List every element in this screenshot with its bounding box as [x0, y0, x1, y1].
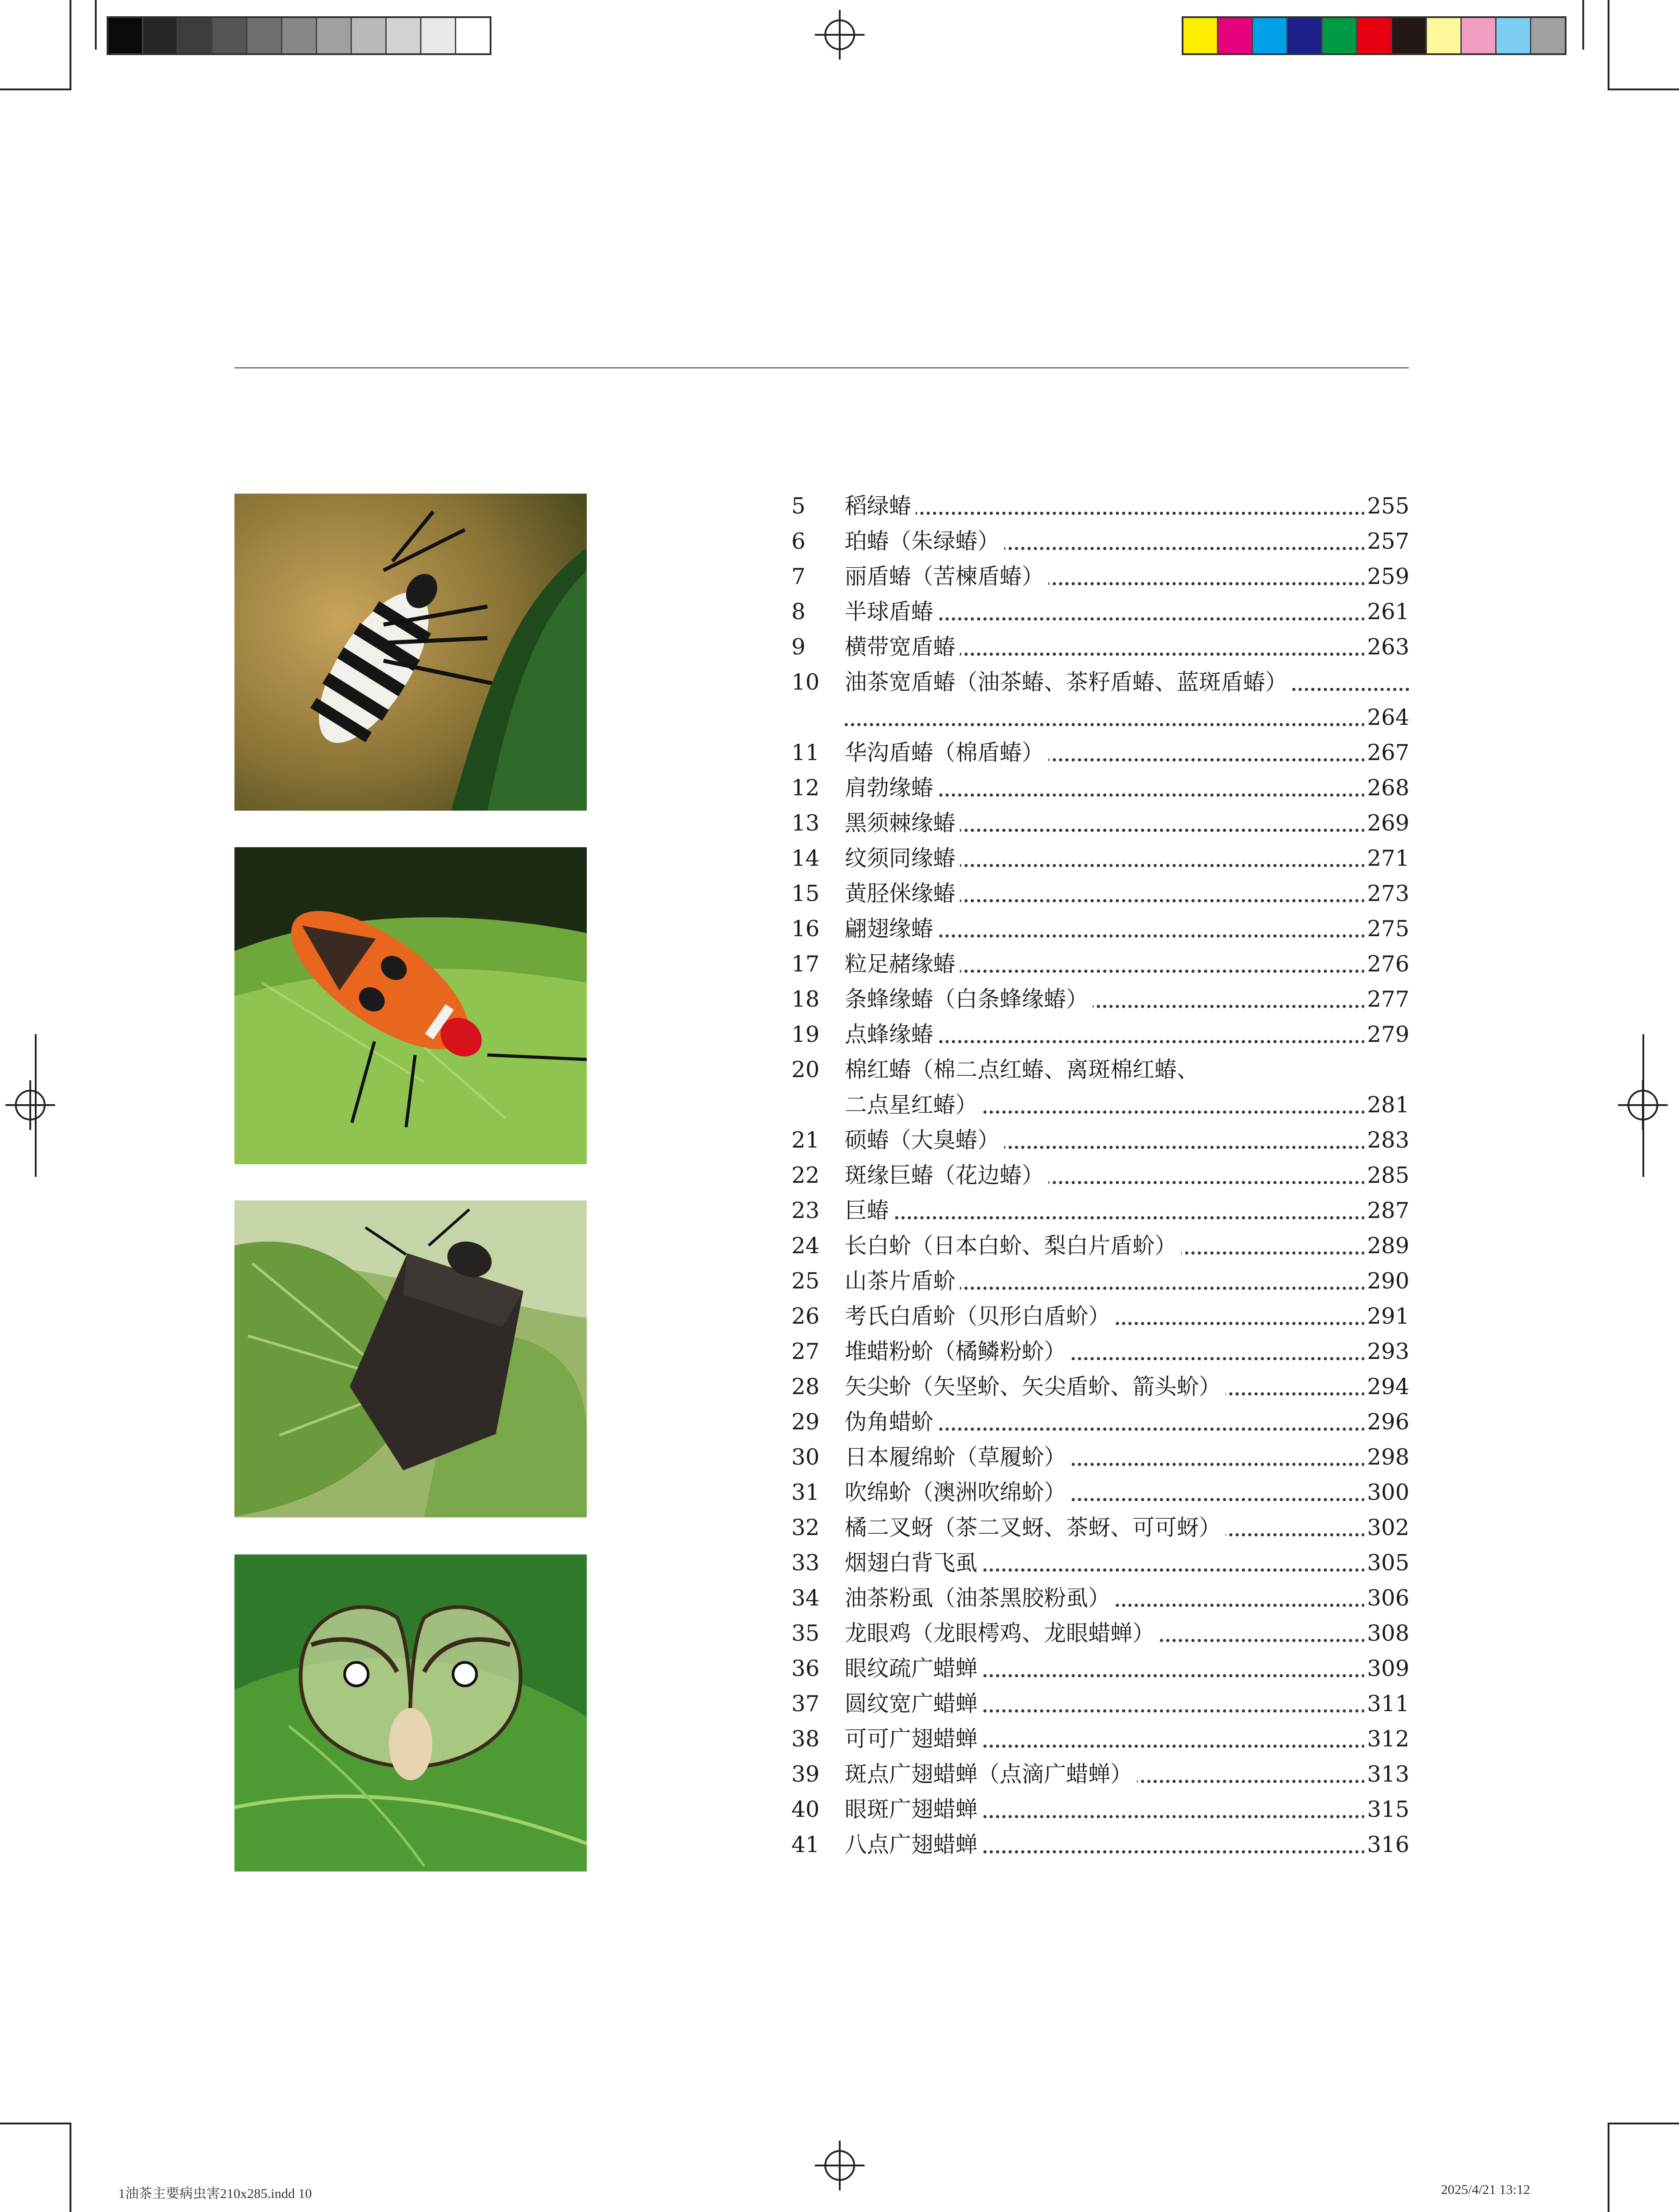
- toc-entry[interactable]: [791, 1545, 1409, 1581]
- toc-entry-title: 粒足赭缘蝽: [845, 947, 960, 982]
- toc-entry-page: 283: [1364, 1123, 1409, 1158]
- toc-entry-page: 305: [1364, 1545, 1409, 1581]
- crop-mark-top-right-v2: [1582, 0, 1584, 50]
- toc-entry[interactable]: [791, 947, 1409, 982]
- toc-entry-number: 38: [791, 1726, 820, 1752]
- toc-entry[interactable]: [791, 911, 1409, 947]
- toc-entry-title: 黄胫侎缘蝽: [845, 876, 960, 911]
- toc-entry-number: 27: [791, 1339, 820, 1364]
- toc-entry-page: 315: [1364, 1792, 1409, 1827]
- toc-entry-number: 30: [791, 1444, 820, 1470]
- process-color-swatch: [1183, 18, 1218, 53]
- toc-entry[interactable]: [791, 559, 1409, 594]
- process-color-swatch: [1323, 18, 1357, 53]
- toc-entry-title: 黑须棘缘蝽: [845, 806, 960, 841]
- toc-entry[interactable]: [791, 982, 1409, 1017]
- toc-dot-leader: [845, 512, 1409, 515]
- toc-entry-page: 313: [1364, 1757, 1409, 1792]
- toc-entry-title: 硕蝽（大臭蝽）: [845, 1123, 1004, 1158]
- gray-swatch: [143, 18, 178, 53]
- toc-entry[interactable]: [791, 1827, 1409, 1862]
- toc-entry-page: 300: [1364, 1475, 1409, 1510]
- toc-entry[interactable]: [791, 630, 1409, 665]
- crop-mark-top-left-h: [0, 89, 71, 90]
- toc-entry-number: 29: [791, 1409, 820, 1435]
- toc-entry-page: 261: [1364, 594, 1409, 630]
- gray-swatch: [108, 18, 143, 53]
- toc-entry-title: 横带宽盾蝽: [845, 630, 960, 665]
- toc-entry[interactable]: [791, 1158, 1409, 1193]
- process-color-swatch: [1253, 18, 1288, 53]
- gray-swatch: [387, 18, 421, 53]
- gray-swatch: [213, 18, 248, 53]
- toc-entry-number: 7: [791, 564, 806, 589]
- photo-red-cotton-bug: [234, 847, 587, 1164]
- toc-entry-page: 277: [1364, 982, 1409, 1017]
- gray-swatch: [456, 18, 490, 53]
- toc-entry-title: 山茶片盾蚧: [845, 1264, 960, 1299]
- toc-entry-page: 308: [1364, 1616, 1409, 1651]
- crop-mark-top-left-v2: [95, 0, 97, 50]
- toc-entry-title: 巨蝽: [845, 1193, 893, 1228]
- toc-entry-title: 日本履绵蚧（草履蚧）: [845, 1440, 1071, 1475]
- toc-entry[interactable]: [791, 841, 1409, 876]
- toc-entry-page: 293: [1364, 1334, 1409, 1369]
- toc-entry[interactable]: [791, 1510, 1409, 1545]
- toc-entry-title: 堆蜡粉蚧（橘鳞粉蚧）: [845, 1334, 1071, 1369]
- toc-entry-title: 橘二叉蚜（茶二叉蚜、茶蚜、可可蚜）: [845, 1510, 1225, 1545]
- crop-mark-bottom-right-v: [1608, 2123, 1609, 2212]
- toc-entry[interactable]: [791, 1052, 1409, 1087]
- toc-entry-title: 吹绵蚧（澳洲吹绵蚧）: [845, 1475, 1071, 1510]
- gray-swatch: [421, 18, 456, 53]
- toc-entry-title: 翩翅缘蝽: [845, 911, 938, 947]
- toc-entry-page: 276: [1364, 947, 1409, 982]
- toc-entry[interactable]: [791, 1369, 1409, 1405]
- toc-entry-title: 纹须同缘蝽: [845, 841, 960, 876]
- toc-entry-page: 302: [1364, 1510, 1409, 1545]
- toc-entry-number: 33: [791, 1550, 820, 1576]
- toc-entry-number: 41: [791, 1832, 820, 1857]
- toc-entry-title: 长白蚧（日本白蚧、梨白片盾蚧）: [845, 1228, 1181, 1264]
- toc-entry[interactable]: [791, 665, 1409, 700]
- toc-entry-page: 259: [1364, 559, 1409, 594]
- toc-entry-number: 37: [791, 1691, 820, 1717]
- toc-entry[interactable]: [791, 770, 1409, 806]
- toc-entry-number: 31: [791, 1479, 820, 1505]
- registration-tick-left: [35, 1034, 37, 1177]
- toc-entry-number: 18: [791, 986, 820, 1012]
- toc-entry[interactable]: [791, 1123, 1409, 1158]
- toc-entry-page: 296: [1364, 1405, 1409, 1440]
- toc-entry-title: 点蜂缘蝽: [845, 1017, 938, 1052]
- toc-entry[interactable]: [791, 700, 1409, 735]
- crop-mark-bottom-right-h: [1608, 2123, 1679, 2124]
- toc-entry-number: 16: [791, 916, 820, 942]
- gray-swatch: [282, 18, 317, 53]
- toc-entry-title: 考氏白盾蚧（贝形白盾蚧）: [845, 1299, 1115, 1334]
- toc-entry-title: 龙眼鸡（龙眼樗鸡、龙眼蜡蝉）: [845, 1616, 1159, 1651]
- toc-entry-page: 290: [1364, 1264, 1409, 1299]
- toc-entry[interactable]: [791, 1334, 1409, 1369]
- toc-entry-number: 24: [791, 1233, 820, 1259]
- toc-dot-leader: [845, 723, 1409, 726]
- toc-entry[interactable]: [791, 1686, 1409, 1722]
- crop-mark-bottom-left-v: [70, 2123, 71, 2212]
- toc-entry-number: 17: [791, 951, 820, 977]
- toc-entry-title: 稻绿蝽: [845, 489, 916, 524]
- toc-entry[interactable]: [791, 1440, 1409, 1475]
- toc-entry-page: 257: [1364, 524, 1409, 559]
- toc-entry-title: 华沟盾蝽（棉盾蝽）: [845, 735, 1048, 770]
- toc-entry-page: 311: [1364, 1686, 1409, 1722]
- toc-entry[interactable]: [791, 1475, 1409, 1510]
- process-color-swatch: [1531, 18, 1565, 53]
- toc-entry-title: 半球盾蝽: [845, 594, 938, 630]
- toc-entry-title: 八点广翅蜡蝉: [845, 1827, 982, 1862]
- process-color-swatch: [1497, 18, 1531, 53]
- toc-dot-leader: [845, 1216, 1409, 1219]
- process-color-swatch: [1288, 18, 1323, 53]
- toc-entry-page: 298: [1364, 1440, 1409, 1475]
- toc-entry[interactable]: [791, 1581, 1409, 1616]
- footer-datetime: 2025/4/21 13:12: [1441, 2182, 1530, 2197]
- toc-entry-number: 6: [791, 528, 806, 554]
- toc-entry-number: 34: [791, 1585, 820, 1611]
- toc-entry[interactable]: [791, 806, 1409, 841]
- toc-entry[interactable]: [791, 594, 1409, 630]
- toc-entry-title: 矢尖蚧（矢坚蚧、矢尖盾蚧、箭头蚧）: [845, 1369, 1225, 1405]
- process-color-swatch: [1218, 18, 1253, 53]
- toc-entry-number: 39: [791, 1761, 820, 1787]
- toc-entry-page: 309: [1364, 1651, 1409, 1686]
- toc-entry[interactable]: [791, 1087, 1409, 1123]
- toc-entry-number: 22: [791, 1162, 820, 1188]
- toc-entry[interactable]: [791, 489, 1409, 524]
- toc-entry[interactable]: [791, 1651, 1409, 1686]
- toc-entry[interactable]: [791, 1405, 1409, 1440]
- toc-entry[interactable]: [791, 1299, 1409, 1334]
- header-rule: [234, 367, 1409, 369]
- toc-entry-number: 8: [791, 599, 806, 625]
- toc-entry-title: 条蜂缘蝽（白条蜂缘蝽）: [845, 982, 1093, 1017]
- gray-swatch: [178, 18, 213, 53]
- toc-entry-page: 294: [1364, 1369, 1409, 1405]
- toc-entry-title: 珀蝽（朱绿蝽）: [845, 524, 1004, 559]
- toc-entry-page: 316: [1364, 1827, 1409, 1862]
- toc-entry-page: 273: [1364, 876, 1409, 911]
- toc-entry-number: 9: [791, 634, 806, 660]
- toc-entry-title: 眼斑广翅蜡蝉: [845, 1792, 982, 1827]
- toc-entry[interactable]: [791, 1757, 1409, 1792]
- registration-tick-right: [1642, 1034, 1644, 1177]
- toc-entry[interactable]: [791, 1193, 1409, 1228]
- toc-entry-title: 棉红蝽（棉二点红蝽、离斑棉红蝽、: [845, 1052, 1203, 1087]
- toc-entry-page: 268: [1364, 770, 1409, 806]
- toc-entry-title: 油茶粉虱（油茶黑胶粉虱）: [845, 1581, 1115, 1616]
- toc-entry-title: 烟翅白背飞虱: [845, 1545, 982, 1581]
- toc-entry-number: 19: [791, 1022, 820, 1047]
- toc-entry-page: 281: [1364, 1087, 1409, 1123]
- toc-entry-number: 11: [791, 740, 820, 765]
- toc-entry-title: 伪角蜡蚧: [845, 1405, 938, 1440]
- toc-entry-number: 32: [791, 1515, 820, 1540]
- toc-entry-number: 23: [791, 1198, 820, 1223]
- crop-mark-top-right-h: [1608, 89, 1679, 90]
- process-color-swatch: [1427, 18, 1462, 53]
- toc-entry-title: 可可广翅蜡蝉: [845, 1722, 982, 1757]
- toc-entry[interactable]: [791, 1017, 1409, 1052]
- toc-entry-number: 14: [791, 845, 820, 871]
- grayscale-color-bar: [107, 16, 491, 55]
- toc-entry-page: 271: [1364, 841, 1409, 876]
- toc-entry-title: 斑点广翅蜡蝉（点滴广蜡蝉）: [845, 1757, 1137, 1792]
- toc-entry-page: 289: [1364, 1228, 1409, 1264]
- toc-entry[interactable]: [791, 1792, 1409, 1827]
- process-color-bar: [1182, 16, 1567, 55]
- toc-entry-title: 丽盾蝽（苦楝盾蝽）: [845, 559, 1048, 594]
- toc-entry-number: 28: [791, 1374, 820, 1400]
- toc-entry-number: 36: [791, 1656, 820, 1681]
- toc-entry-page: 263: [1364, 630, 1409, 665]
- process-color-swatch: [1357, 18, 1392, 53]
- toc-entry-number: 15: [791, 881, 820, 906]
- toc-entry-page: 269: [1364, 806, 1409, 841]
- toc-entry[interactable]: [791, 876, 1409, 911]
- toc-entry-number: 5: [791, 493, 806, 519]
- toc-entry-title: 二点星红蝽）: [845, 1087, 982, 1123]
- crop-mark-top-right-v: [1608, 0, 1609, 90]
- crop-mark-top-left-v: [70, 0, 71, 90]
- gray-swatch: [352, 18, 387, 53]
- toc-entry-page: 285: [1364, 1158, 1409, 1193]
- toc-entry-number: 10: [791, 669, 820, 695]
- toc-entry-number: 12: [791, 775, 820, 801]
- toc-entry[interactable]: [791, 1722, 1409, 1757]
- footer-file-name: 1油茶主要病虫害210x285.indd 10: [118, 2186, 312, 2201]
- registration-mark-bottom: [815, 2141, 865, 2190]
- toc-entry-title: 油茶宽盾蝽（油茶蝽、茶籽盾蝽、蓝斑盾蝽）: [845, 665, 1292, 700]
- toc-entry-number: 21: [791, 1127, 820, 1153]
- toc-entry-number: 20: [791, 1057, 820, 1083]
- registration-mark-top: [815, 10, 865, 60]
- process-color-swatch: [1462, 18, 1497, 53]
- process-color-swatch: [1392, 18, 1427, 53]
- toc-entry[interactable]: [791, 1228, 1409, 1264]
- gray-swatch: [317, 18, 352, 53]
- crop-mark-bottom-left-h: [0, 2123, 71, 2124]
- table-of-contents: [791, 489, 1409, 1862]
- toc-entry-title: 斑缘巨蝽（花边蝽）: [845, 1158, 1048, 1193]
- toc-entry-page: 255: [1364, 489, 1409, 524]
- photo-giant-bug-on-leaf: [234, 1200, 587, 1517]
- toc-entry-page: 306: [1364, 1581, 1409, 1616]
- toc-entry[interactable]: [791, 1264, 1409, 1299]
- toc-entry-number: 40: [791, 1797, 820, 1822]
- toc-entry-page: 275: [1364, 911, 1409, 947]
- toc-entry-page: 279: [1364, 1017, 1409, 1052]
- toc-entry[interactable]: [791, 524, 1409, 559]
- toc-entry-page: 312: [1364, 1722, 1409, 1757]
- toc-entry-page: 264: [1364, 700, 1409, 735]
- toc-entry-number: 26: [791, 1303, 820, 1329]
- toc-entry-number: 13: [791, 810, 820, 836]
- toc-entry[interactable]: [791, 1616, 1409, 1651]
- toc-entry-title: 圆纹宽广蜡蝉: [845, 1686, 982, 1722]
- toc-entry-page: 287: [1364, 1193, 1409, 1228]
- toc-entry[interactable]: [791, 735, 1409, 770]
- toc-entry-page: 267: [1364, 735, 1409, 770]
- gray-swatch: [248, 18, 282, 53]
- toc-entry-title: 肩勃缘蝽: [845, 770, 938, 806]
- photo-striped-stink-bug: [234, 494, 587, 811]
- toc-entry-number: 25: [791, 1268, 820, 1294]
- toc-entry-page: 291: [1364, 1299, 1409, 1334]
- toc-entry-title: 眼纹疏广蜡蝉: [845, 1651, 982, 1686]
- toc-entry-number: 35: [791, 1620, 820, 1646]
- registration-mark-left: [5, 1080, 55, 1130]
- photo-planthopper-on-leaf: [234, 1554, 587, 1871]
